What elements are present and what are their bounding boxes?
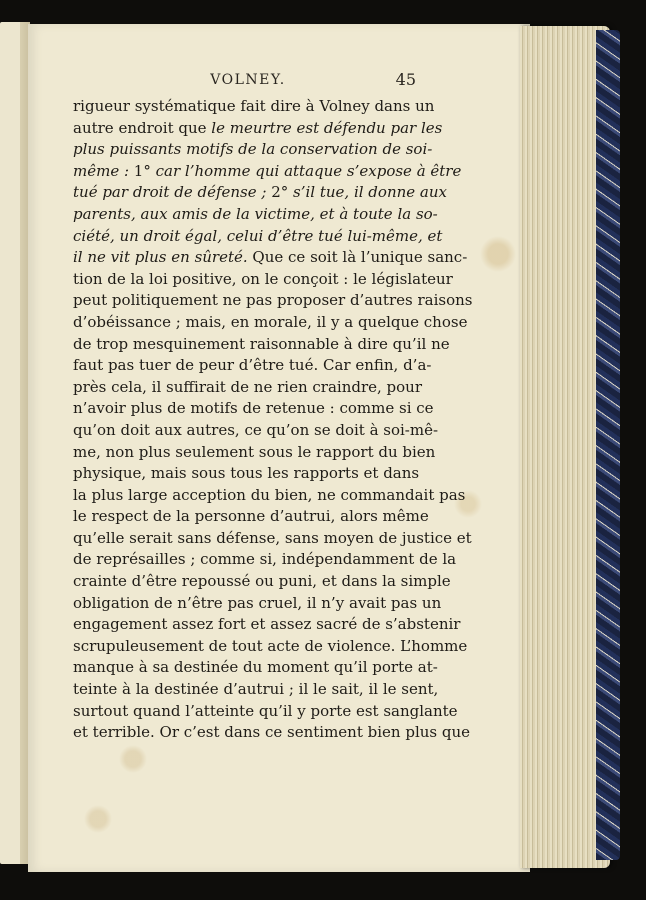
text-run: rigueur systématique fait dire à Volney dans un — [73, 97, 435, 115]
text-line — [73, 549, 457, 571]
text-line — [73, 269, 453, 291]
text-line — [73, 657, 438, 679]
text-line — [73, 355, 432, 377]
text-run: tion de la loi positive, on le conçoit : le législateur — [73, 269, 453, 288]
text-line — [73, 420, 439, 442]
text-line — [73, 442, 436, 464]
text-line — [73, 614, 461, 636]
italic-text-run: parents, aux amis de la victime, et à toute la so- — [73, 204, 438, 223]
text-run: près cela, il suffirait de ne rien craindre, pour — [73, 377, 422, 396]
text-run: teinte à la destinée d’autrui ; il le sait, il le sent, — [73, 680, 439, 699]
text-run: me, non plus seulement sous le rapport du bien — [73, 442, 436, 461]
text-run: surtout quand l’atteinte qu’il y porte est sanglante — [73, 701, 458, 720]
text-line — [73, 701, 458, 723]
text-run: physique, mais sous tous les rapports et dans — [73, 464, 420, 483]
page-number: 45 — [395, 70, 416, 89]
text-run: peut politiquement ne pas proposer d’autres raisons — [73, 291, 473, 310]
text-run: engagement assez fort et assez sacré de s’abstenir — [73, 615, 461, 634]
text-line — [73, 204, 438, 226]
text-line — [73, 226, 443, 248]
text-run: et terrible. Or c’est dans ce sentiment bien plus que — [73, 723, 471, 742]
text-line — [73, 528, 472, 550]
text-line — [73, 463, 420, 485]
text-run: manque à sa destinée du moment qu’il porte at- — [73, 658, 438, 677]
italic-text-run: s’il tue, il donne aux — [293, 183, 447, 202]
text-line — [73, 506, 429, 528]
text-run: d’obéissance ; mais, en morale, il y a quelque chose — [73, 312, 468, 331]
text-run: 1° — [133, 161, 156, 180]
text-run: la plus large acception du bien, ne commandait pas — [73, 485, 466, 504]
text-line — [73, 290, 473, 312]
text-line — [73, 247, 468, 269]
italic-text-run: plus puissants motifs de la conservation de soi- — [73, 140, 433, 159]
text-run: autre endroit que — [73, 118, 212, 137]
italic-text-run: il ne vit plus en sûreté. — [73, 248, 248, 267]
text-line — [73, 96, 435, 118]
italic-text-run: même : — [73, 161, 134, 180]
italic-text-run: ciété, un droit égal, celui d’être tué lui-même, et — [73, 226, 443, 245]
text-line — [73, 139, 433, 161]
page-header — [80, 70, 416, 94]
body-text — [73, 96, 473, 744]
marbled-cover — [596, 30, 620, 860]
text-run: qu’on doit aux autres, ce qu’on se doit à soi-mê- — [73, 420, 439, 439]
italic-text-run: tué par droit de défense ; — [73, 183, 272, 202]
text-run: crainte d’être repoussé ou puni, et dans la simple — [73, 572, 451, 591]
text-run: de trop mesquinement raisonnable à dire qu’il ne — [73, 334, 450, 353]
italic-text-run: car l’homme qui attaque s’expose à être — [155, 161, 462, 180]
text-run: de représailles ; comme si, indépendamment de la — [73, 550, 457, 569]
text-run: qu’elle serait sans défense, sans moyen de justice et — [73, 528, 472, 547]
text-line — [73, 485, 466, 507]
text-run: le respect de la personne d’autrui, alors même — [73, 507, 429, 526]
italic-text-run: le meurtre est défendu par les — [211, 118, 443, 137]
text-line — [73, 118, 443, 140]
text-run: faut pas tuer de peur d’être tué. Car enfin, d’a- — [73, 356, 432, 375]
text-line — [73, 593, 442, 615]
text-line — [73, 334, 450, 356]
text-line — [73, 398, 434, 420]
text-line — [73, 571, 451, 593]
text-run: Que ce soit là l’unique sanc- — [247, 248, 468, 267]
text-line — [73, 182, 447, 204]
running-title: VOLNEY. — [210, 72, 286, 88]
text-line — [73, 679, 439, 701]
text-line — [73, 377, 422, 399]
text-run: obligation de n’être pas cruel, il n’y avait pas un — [73, 593, 442, 612]
text-line — [73, 161, 462, 183]
text-run: n’avoir plus de motifs de retenue : comme si ce — [73, 399, 434, 418]
text-run: scrupuleusement de tout acte de violence. L’homme — [73, 636, 468, 655]
text-line — [73, 312, 468, 334]
text-line — [73, 636, 468, 658]
text-run: 2° — [271, 183, 294, 202]
text-line — [73, 722, 471, 744]
